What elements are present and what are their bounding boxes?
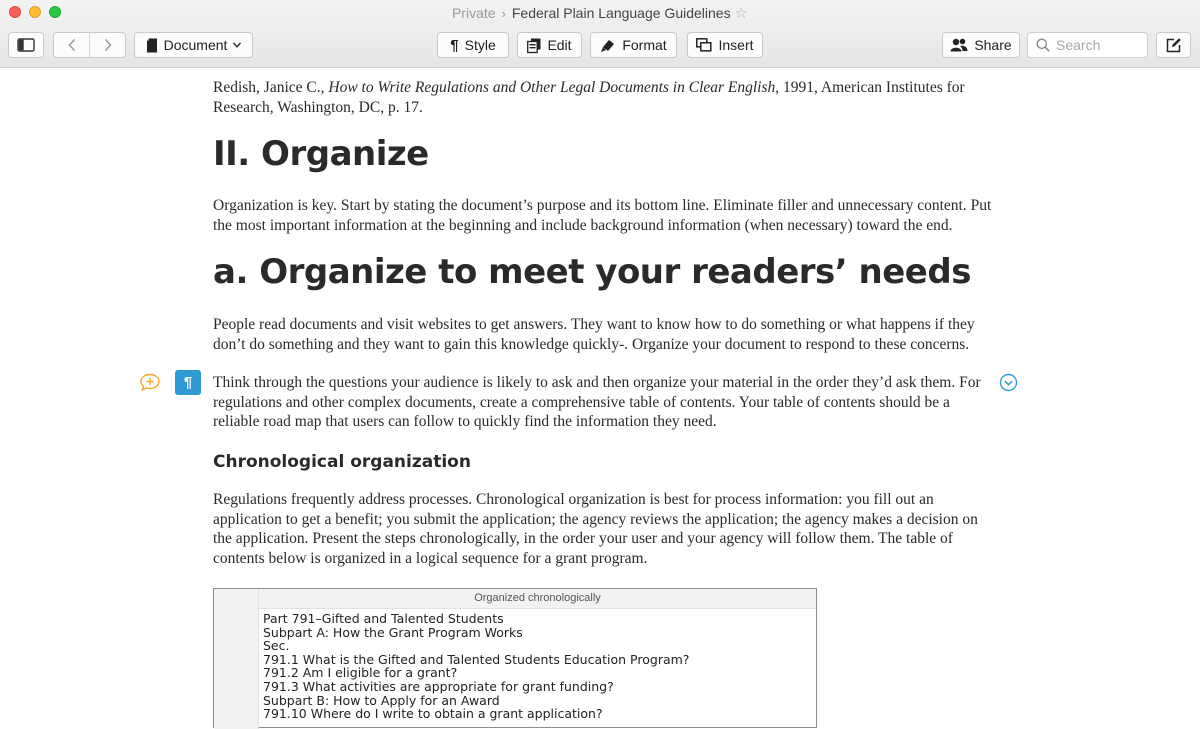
- chevron-left-icon: [67, 38, 77, 52]
- sidebar-toggle-button[interactable]: [8, 32, 44, 58]
- search-field[interactable]: [1027, 32, 1148, 58]
- edit-icon: [527, 38, 541, 53]
- compose-button[interactable]: [1156, 32, 1191, 58]
- heading-organize[interactable]: II. Organize: [213, 134, 429, 174]
- citation-author: Redish, Janice C.,: [213, 79, 329, 96]
- share-button[interactable]: [942, 32, 1020, 58]
- chevron-down-icon: [233, 42, 241, 48]
- paint-icon: [600, 38, 616, 53]
- window-titlebar: [0, 0, 1200, 68]
- table-cell[interactable]: [263, 612, 689, 721]
- document-title[interactable]: Federal Plain Language Guidelines: [511, 5, 731, 21]
- paragraph-style-marker[interactable]: ¶: [175, 370, 201, 395]
- table-row: 791.10 Where do I write to obtain a grant application?: [263, 706, 603, 722]
- search-input[interactable]: [1056, 37, 1136, 53]
- table-row: Subpart A: How the Grant Program Works: [263, 624, 523, 640]
- table-row: 791.3 What activities are appropriate for grant funding?: [263, 678, 614, 694]
- heading-chronological[interactable]: Chronological organization: [213, 452, 471, 472]
- document-menu-label: Document: [163, 37, 228, 53]
- table-row-gutter: [214, 589, 259, 729]
- chevron-down-circle-icon[interactable]: [999, 373, 1018, 392]
- toc-table[interactable]: [213, 588, 817, 728]
- style-label: Style: [464, 37, 496, 53]
- insert-button[interactable]: [687, 32, 763, 58]
- compose-icon: [1166, 37, 1182, 53]
- navigation-buttons: [53, 32, 126, 58]
- format-button[interactable]: [590, 32, 677, 58]
- table-row: 791.2 Am I eligible for a grant?: [263, 665, 458, 681]
- pilcrow-icon: ¶: [450, 36, 459, 54]
- sidebar-toggle-icon: [17, 38, 35, 52]
- paragraph-readers[interactable]: People read documents and visit websites to get answers. They want to know how to do something or what happens if they don’t do something and they want to gain this knowledge quickly-. Organize your document to respond to these concerns.: [213, 316, 975, 353]
- add-comment-icon[interactable]: [140, 373, 162, 391]
- forward-button[interactable]: [89, 33, 125, 57]
- star-icon[interactable]: ☆: [734, 5, 749, 22]
- table-row: 791.1 What is the Gifted and Talented Students Education Program?: [263, 651, 690, 667]
- citation-title: How to Write Regulations and Other Legal Documents in Clear English: [328, 79, 776, 96]
- window-title: [0, 4, 1200, 22]
- people-icon: [950, 38, 968, 52]
- citation-rest: , 1991, American Institutes for Research, Washington, DC, p. 17.: [213, 79, 965, 116]
- document-icon: [146, 38, 158, 53]
- table-column-header[interactable]: Organized chronologically: [474, 592, 601, 604]
- table-row: Subpart B: How to Apply for an Award: [263, 692, 500, 708]
- search-icon: [1036, 38, 1050, 52]
- breadcrumb-separator-icon: ›: [501, 6, 506, 21]
- citation-paragraph[interactable]: [213, 78, 993, 117]
- paragraph-chronological[interactable]: Regulations frequently address processes. Chronological organization is best for process information: you fill out an application to get a benefit; you submit the application; the agency reviews the application; the agency makes a decision on the application. Present the steps chronologically, in the order your user and your agency will follow them. The table of contents below is organized in a logical sequence for a grant program.: [213, 491, 978, 567]
- share-label: Share: [974, 37, 1012, 53]
- document-canvas[interactable]: [0, 69, 1200, 722]
- insert-label: Insert: [718, 37, 754, 53]
- insert-icon: [696, 38, 712, 52]
- style-button[interactable]: [437, 32, 509, 58]
- edit-button[interactable]: [517, 32, 582, 58]
- breadcrumb-private[interactable]: Private: [451, 5, 496, 21]
- edit-label: Edit: [547, 37, 572, 53]
- table-row: Sec.: [263, 638, 290, 654]
- paragraph-questions[interactable]: Think through the questions your audience is likely to ask and then organize your material in the order they’d ask them. For regulations and other complex documents, create a comprehensive table of contents. Your table of contents should be a reliable road map that users can follow to quickly find the information they need.: [213, 374, 981, 430]
- paragraph-organize[interactable]: Organization is key. Start by stating the document’s purpose and its bottom line. Eliminate filler and unnecessary content. Put the most important information at the beginning and include background information (when necessary) toward the end.: [213, 197, 992, 234]
- chevron-right-icon: [103, 38, 113, 52]
- heading-readers-needs[interactable]: a. Organize to meet your readers’ needs: [213, 252, 971, 292]
- table-row: Part 791–Gifted and Talented Students: [263, 611, 504, 626]
- back-button[interactable]: [54, 33, 89, 57]
- format-label: Format: [622, 37, 667, 53]
- document-menu-button[interactable]: [134, 32, 253, 58]
